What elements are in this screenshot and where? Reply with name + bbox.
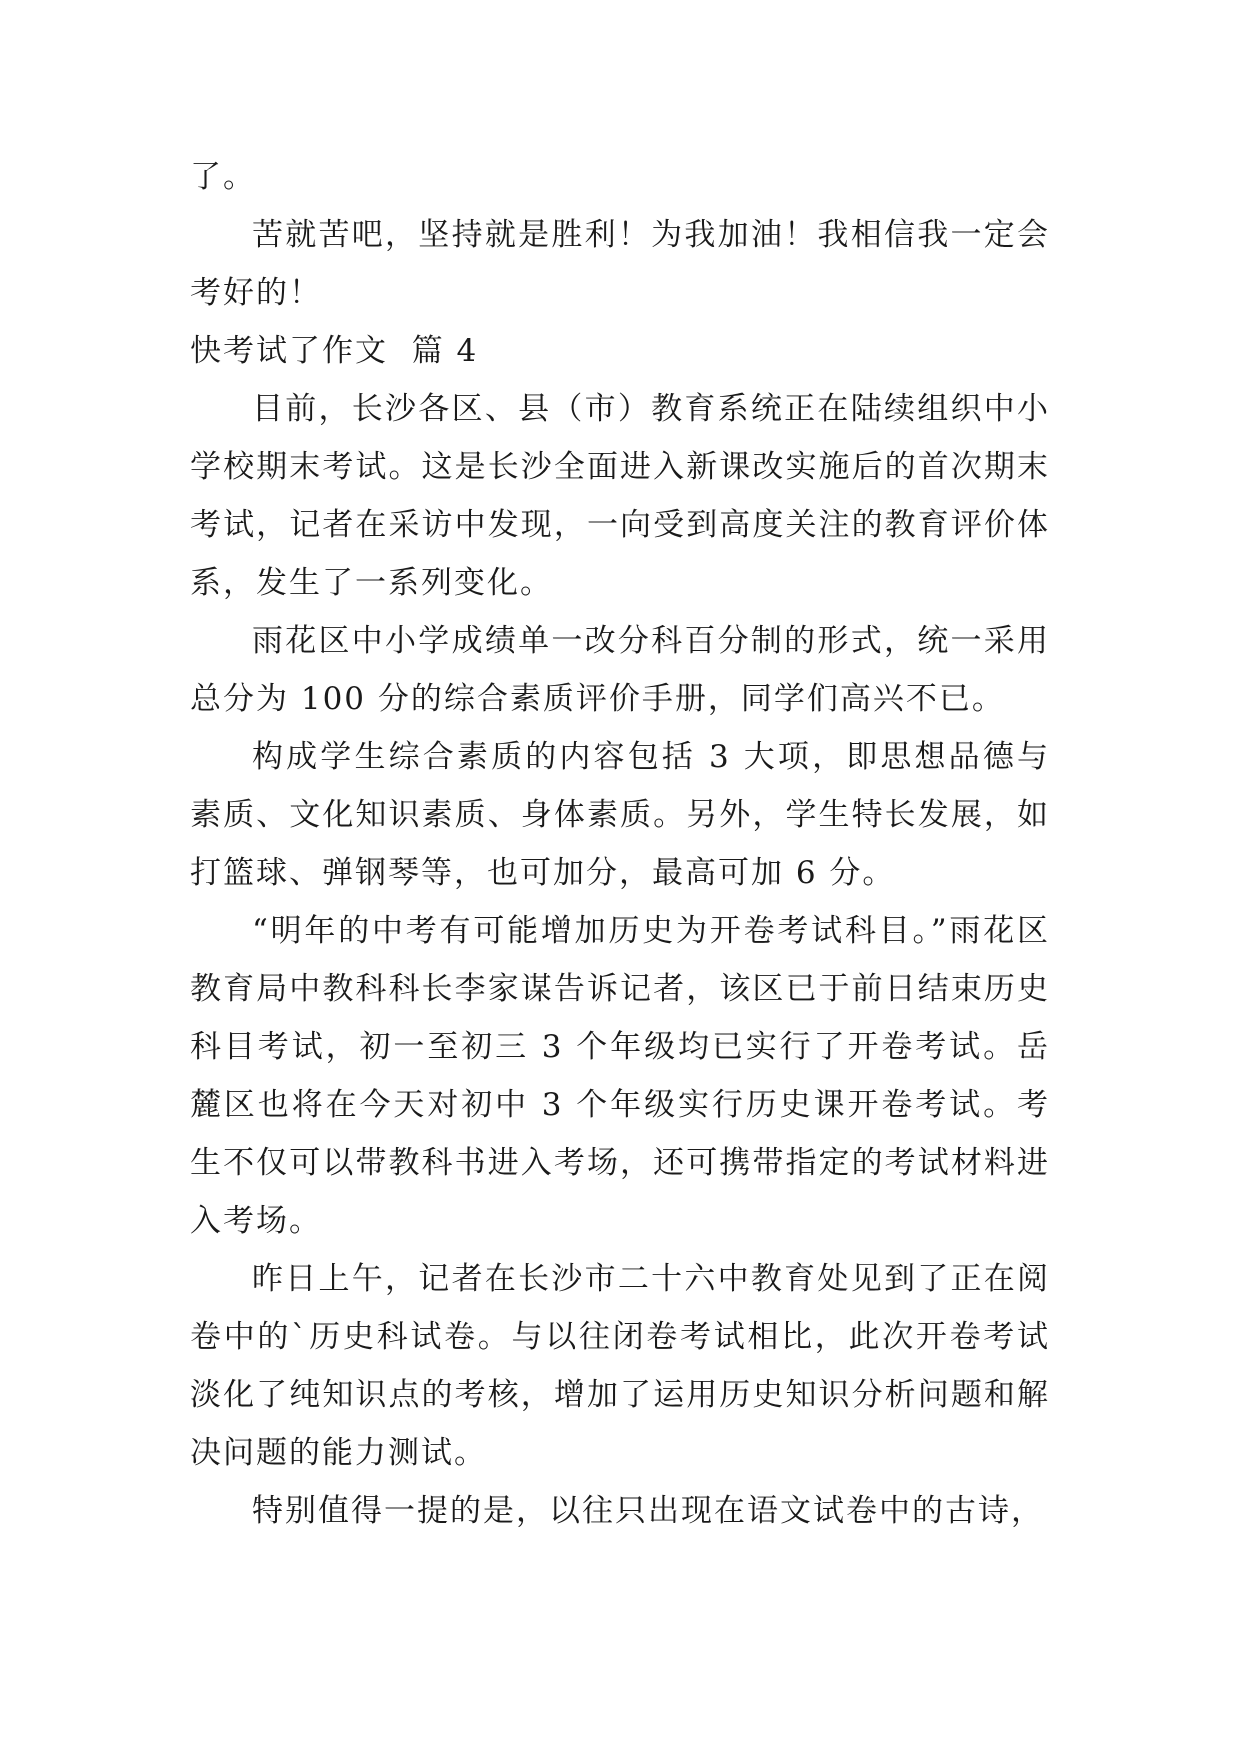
- section-heading: 快考试了作文 篇 4: [190, 333, 479, 369]
- paragraph: “明年的中考有可能增加历史为开卷考试科目。”雨花区教育局中教科科长李家谋告诉记者，该区已于前日结束历史科目考试，初一至初三 3 个年级均已实行了开卷考试。岳麓区也将在今天对初中 3 个年级实行历史课开卷考试。考生不仅可以带教科书进入考场，还可携带指定的考试材料进入考场。: [190, 913, 1050, 1239]
- paragraph: 昨日上午，记者在长沙市二十六中教育处见到了正在阅卷中的`历史科试卷。与以往闭卷考试相比，此次开卷考试淡化了纯知识点的考核，增加了运用历史知识分析问题和解决问题的能力测试。: [190, 1261, 1050, 1471]
- paragraph: 雨花区中小学成绩单一改分科百分制的形式，统一采用总分为 100 分的综合素质评价手册，同学们高兴不已。: [190, 623, 1050, 717]
- paragraph: 特别值得一提的是，以往只出现在语文试卷中的古诗，: [252, 1493, 1044, 1529]
- paragraph: 目前，长沙各区、县（市）教育系统正在陆续组织中小学校期末考试。这是长沙全面进入新课改实施后的首次期末考试，记者在采访中发现，一向受到高度关注的教育评价体系，发生了一系列变化。: [190, 391, 1050, 601]
- paragraph: 苦就苦吧，坚持就是胜利！为我加油！我相信我一定会考好的！: [190, 217, 1050, 311]
- paragraph: 构成学生综合素质的内容包括 3 大项，即思想品德与素质、文化知识素质、身体素质。另外，学生特长发展，如打篮球、弹钢琴等，也可加分，最高可加 6 分。: [190, 739, 1050, 891]
- paragraph-continuation: 了。: [190, 159, 256, 195]
- document-body: [190, 148, 1050, 1540]
